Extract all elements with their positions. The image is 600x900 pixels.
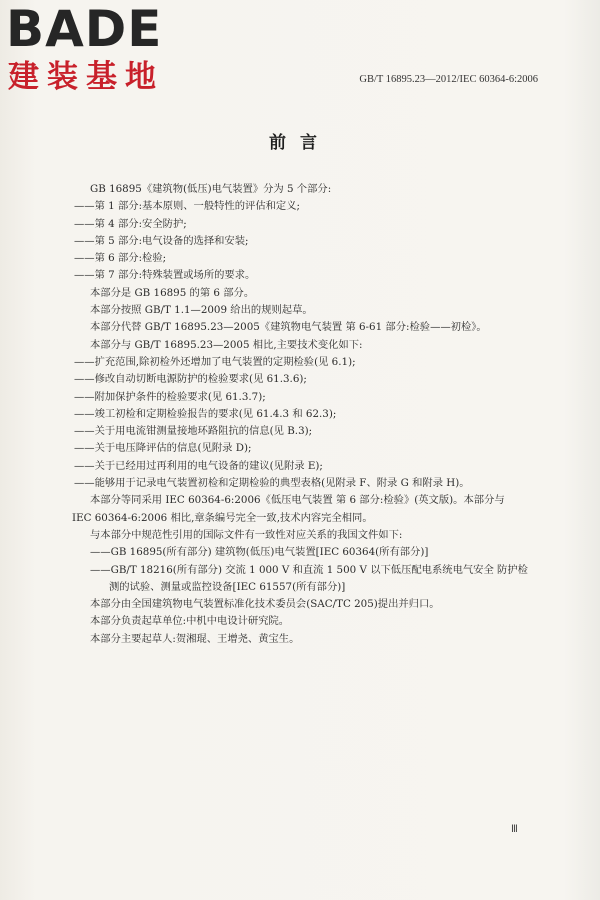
text-line: ——扩充范围,除初检外还增加了电气装置的定期检验(见 6.1); [74,355,356,368]
text-line: 与本部分中规范性引用的国际文件有一致性对应关系的我国文件如下: [90,528,403,541]
text-line: ——竣工初检和定期检验报告的要求(见 61.4.3 和 62.3); [74,407,337,420]
bade-logo [6,0,176,95]
logo-chinese-text: 建装基地 [8,59,164,95]
text-line: 本部分代替 GB/T 16895.23—2005《建筑物电气装置 第 6-61 部分:检验——初检》。 [90,321,487,334]
text-line: 本部分是 GB 16895 的第 6 部分。 [90,286,255,299]
text-line: 本部分等同采用 IEC 60364-6:2006《低压电气装置 第 6 部分:检验》(英文版)。本部分与 [90,494,505,507]
text-line: ——关于电压降评估的信息(见附录 D); [74,442,252,455]
text-line: 本部分负责起草单位:中机中电设计研究院。 [90,615,290,628]
text-line: ——能够用于记录电气装置初检和定期检验的典型表格(见附录 F、附录 G 和附录 H)。 [74,477,470,490]
text-line: ——关于用电流钳测量接地环路阻抗的信息(见 B.3); [74,425,313,438]
standard-number: GB/T 16895.23—2012/IEC 60364-6:2006 [359,74,538,85]
page-number: Ⅲ [511,824,518,835]
text-line: ——关于已经用过再利用的电气设备的建议(见附录 E); [74,459,323,472]
text-line: ——第 4 部分:安全防护; [74,217,187,230]
text-line: ——修改自动切断电源防护的检验要求(见 61.3.6); [74,373,307,386]
text-line: ——GB 16895(所有部分) 建筑物(低压)电气装置[IEC 60364(所有部分)] [90,546,429,559]
text-line: GB 16895《建筑物(低压)电气装置》分为 5 个部分: [90,183,332,195]
text-line: ——第 5 部分:电气设备的选择和安装; [74,234,249,247]
text-line: 本部分主要起草人:贺湘琨、王增尧、黄宝生。 [90,632,300,645]
text-line: 测的试验、测量或监控设备[IEC 61557(所有部分)] [109,580,346,593]
foreword-body [72,181,542,648]
text-line: ——第 7 部分:特殊装置或场所的要求。 [74,269,256,282]
text-line: 本部分与 GB/T 16895.23—2005 相比,主要技术变化如下: [90,338,363,351]
text-line: 本部分由全国建筑物电气装置标准化技术委员会(SAC/TC 205)提出并归口。 [90,598,440,611]
logo-wordmark: BADE [6,0,163,58]
page-title: 前言 [269,133,331,153]
text-line: 本部分按照 GB/T 1.1—2009 给出的规则起草。 [90,304,313,317]
text-line: ——GB/T 18216(所有部分) 交流 1 000 V 和直流 1 500 V 以下低压配电系统电气安全 防护检 [90,563,528,576]
text-line: ——第 1 部分:基本原则、一般特性的评估和定义; [74,200,300,213]
text-line: ——附加保护条件的检验要求(见 61.3.7); [74,390,266,403]
text-line: IEC 60364-6:2006 相比,章条编号完全一致,技术内容完全相同。 [72,511,373,524]
text-line: ——第 6 部分:检验; [74,252,167,265]
